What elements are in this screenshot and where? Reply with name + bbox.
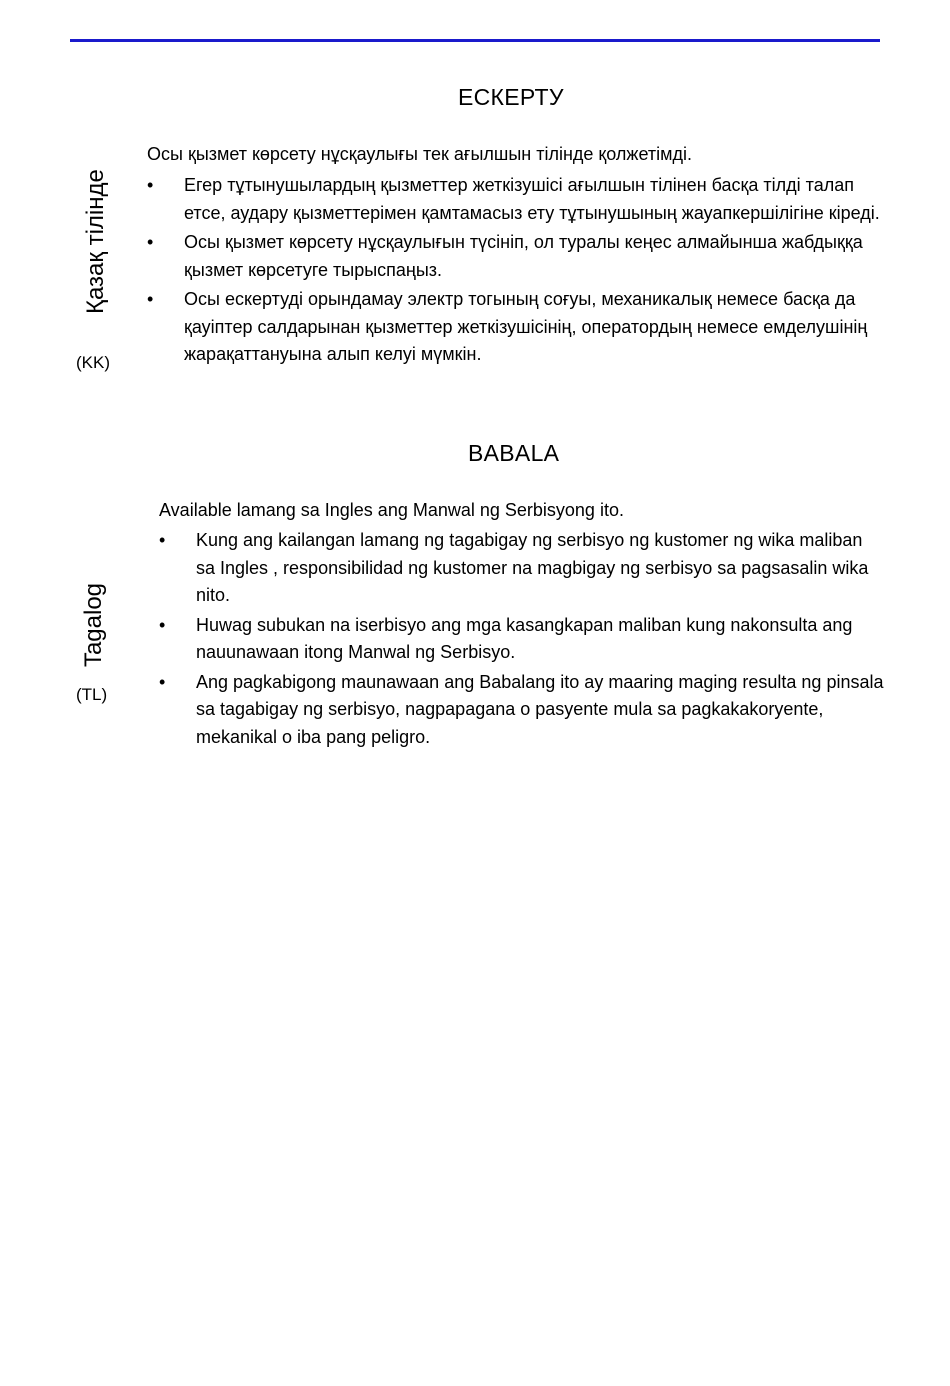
language-label: Қазақ тілінде: [82, 169, 109, 314]
list-item-text: Huwag subukan na iserbisyo ang mga kasangkapan maliban kung nakonsulta ang nauunawaan itong Manwal ng Serbisyo.: [196, 614, 853, 662]
language-label: Tagalog: [80, 582, 107, 668]
bullet-icon: •: [159, 530, 166, 550]
top-divider-line: [70, 39, 880, 42]
language-code: (KK): [76, 353, 110, 372]
bullet-icon: •: [147, 289, 154, 309]
warning-list: [147, 172, 882, 371]
bullet-icon: •: [159, 614, 166, 635]
list-item: [147, 229, 882, 284]
list-item-text: Осы қызмет көрсету нұсқаулығын түсініп, ол туралы кеңес алмайынша жабдыққа қызмет көрсетуге тырыспаңыз.: [184, 232, 863, 280]
warning-list: [159, 527, 884, 753]
list-item-text: Ang pagkabigong maunawaan ang Babalang ito ay maaring maging resulta ng pinsala sa tagabigay ng serbisyo, nagpapagana o pasyente mula sa pagkakakoryente, mekanikal o iba pang peligro.: [196, 671, 884, 747]
section-title: ЕСКЕРТУ: [458, 84, 564, 110]
list-item: [147, 172, 882, 227]
intro-text: Осы қызмет көрсету нұсқаулығы тек ағылшын тілінде қолжетімді.: [147, 144, 693, 164]
list-item: [147, 286, 882, 369]
language-code: (TL): [76, 685, 108, 704]
list-item: [159, 527, 884, 610]
list-item: [159, 669, 884, 752]
bullet-icon: •: [159, 671, 166, 692]
list-item-text: Kung ang kailangan lamang ng tagabigay ng serbisyo ng kustomer ng wika maliban sa Ingles , responsibilidad ng kustomer na magbigay ng serbisyo sa pagsasalin wika nito.: [196, 530, 869, 605]
intro-text: Available lamang sa Ingles ang Manwal ng Serbisyong ito.: [159, 500, 624, 520]
list-item-text: Егер тұтынушылардың қызметтер жеткізушісі ағылшын тілінен басқа тілді талап етсе, аудару қызметтерімен қамтамасыз ету тұтынушының жауапкершілігіне кіреді.: [184, 175, 880, 223]
bullet-icon: •: [147, 175, 154, 195]
bullet-icon: •: [147, 232, 154, 252]
section-title: BABALA: [468, 440, 560, 466]
list-item: [159, 612, 884, 667]
list-item-text: Осы ескертуді орындамау электр тогының соғуы, механикалық немесе басқа да қауіптер салдарынан қызметтер жеткізушісінің, оператордың немесе емделушінің жарақаттануына алып келуі мүмкін.: [184, 289, 868, 364]
